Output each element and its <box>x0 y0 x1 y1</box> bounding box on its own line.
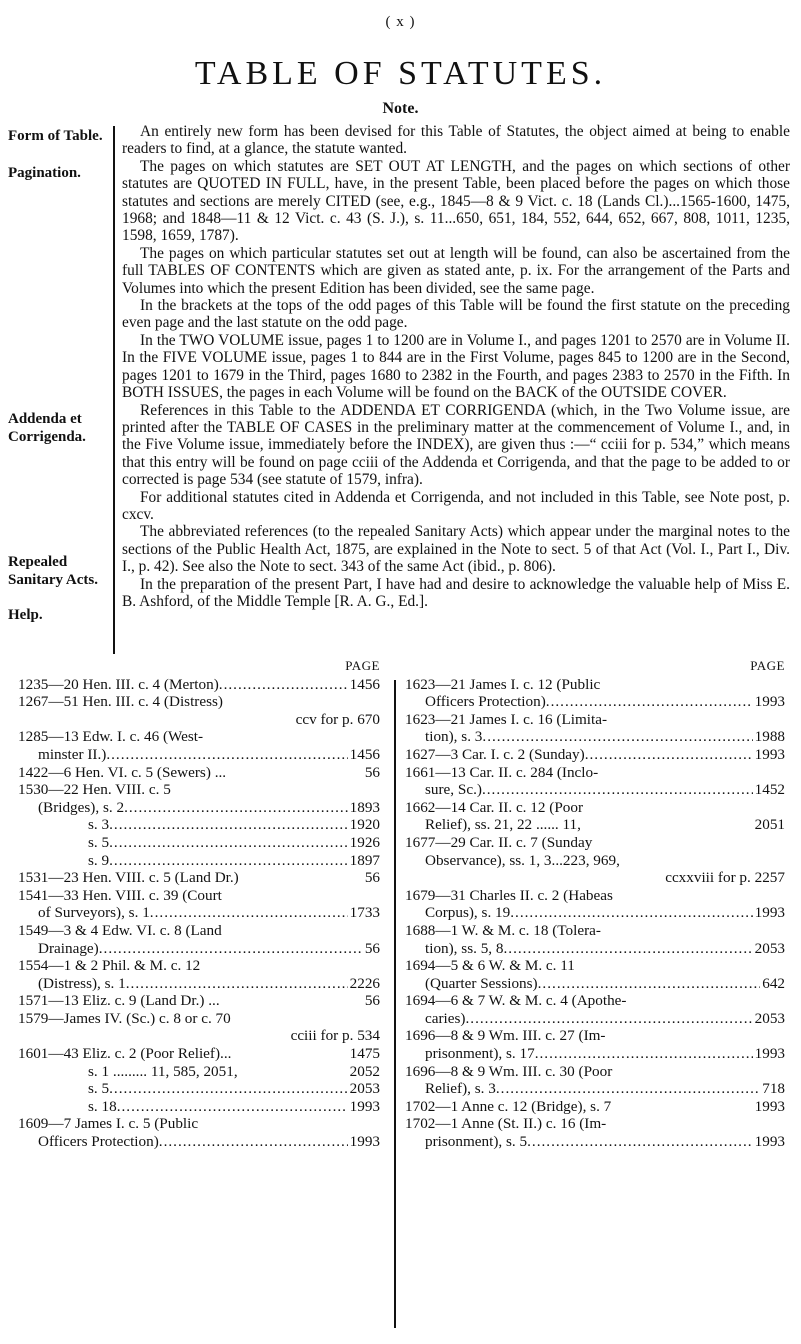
entry-page: 2053 <box>349 1080 380 1098</box>
dot-leader <box>538 975 761 993</box>
statute-entry <box>405 764 785 782</box>
entry-page: 1456 <box>349 745 380 763</box>
dot-leader <box>117 1098 348 1116</box>
entry-text: Observance), ss. 1, 3...223, 969, <box>425 851 620 869</box>
note-body <box>122 123 790 610</box>
entry-text: s. 3 <box>88 816 110 834</box>
entry-text: prisonment), s. 17 <box>425 1045 535 1063</box>
entry-list <box>18 676 380 1151</box>
dot-leader <box>585 746 753 764</box>
paragraph: The abbreviated references (to the repealed Sanitary Acts) which appear under the marginal notes to the sections of the Public Health Act, 1875, are explained in the Note to sect. 5 of that Act (Vol. I., Part I., Div. I., p. 42). See also the Note to sect. 343 of the same Act (ibid., p. 806). <box>122 523 790 576</box>
statute-entry <box>405 693 785 711</box>
column-rule <box>394 680 396 1328</box>
entry-text: 1694—5 & 6 W. & M. c. 11 <box>405 957 575 975</box>
statute-entry <box>405 869 785 887</box>
entry-page: 56 <box>364 869 380 887</box>
entry-text: Relief), ss. 21, 22 ...... 11, <box>425 816 581 834</box>
entry-text: Relief), s. 3 <box>425 1080 496 1098</box>
entry-page: 1475 <box>349 1045 380 1063</box>
entry-page: 56 <box>364 763 380 781</box>
entry-text: 1696—8 & 9 Wm. III. c. 30 (Poor <box>405 1062 613 1080</box>
entry-text: sure, Sc.) <box>425 781 482 799</box>
entry-text: s. 18 <box>88 1097 117 1115</box>
statute-entry <box>18 1027 380 1045</box>
entry-page: 1993 <box>754 904 785 922</box>
entry-text: (Quarter Sessions) <box>425 974 538 992</box>
entry-page: 1993 <box>349 1097 380 1115</box>
statute-entry <box>18 940 380 958</box>
entry-text: 1662—14 Car. II. c. 12 (Poor <box>405 798 584 816</box>
entry-text: 1541—33 Hen. VIII. c. 39 (Court <box>18 886 222 904</box>
entry-page: 1893 <box>349 798 380 816</box>
entry-text: tion), s. 3 <box>425 728 483 746</box>
entry-text: Drainage) <box>38 939 99 957</box>
entry-text: 1601—43 Eliz. c. 2 (Poor Relief)... <box>18 1045 232 1063</box>
statute-entry <box>18 852 380 870</box>
note-heading: Note. <box>382 100 419 117</box>
paragraph: For additional statutes cited in Addenda et Corrigenda, and not included in this Table, see Note post, p. cxcv. <box>122 488 790 523</box>
dot-leader <box>99 940 363 958</box>
column-header: PAGE <box>750 658 785 673</box>
entry-text: s. 9 <box>88 851 110 869</box>
dot-leader <box>109 852 348 870</box>
dot-leader <box>482 781 753 799</box>
entry-text: s. 1 ......... 11, 585, 2051, <box>88 1062 238 1080</box>
entry-text: 1235—20 Hen. III. c. 4 (Merton) <box>18 675 219 693</box>
entry-page: 718 <box>762 1080 785 1098</box>
entry-page: 2053 <box>754 939 785 957</box>
entry-text: 1627—3 Car. I. c. 2 (Sunday) <box>405 745 585 763</box>
statute-entry <box>18 869 380 887</box>
dot-leader <box>527 1133 753 1151</box>
entry-text: 1554—1 & 2 Phil. & M. c. 12 <box>18 957 201 975</box>
dot-leader <box>503 940 752 958</box>
paragraph: In the brackets at the tops of the odd pages of this Table will be found the first statute on the preceding even page and the last statute on the odd page. <box>122 297 790 332</box>
page-number: ( x ) <box>385 14 416 30</box>
statute-entry <box>405 834 785 852</box>
entry-text: 1696—8 & 9 Wm. III. c. 27 (Im- <box>405 1027 606 1045</box>
entry-text: 1549—3 & 4 Edw. VI. c. 8 (Land <box>18 921 222 939</box>
entry-text: 1702—1 Anne (St. II.) c. 16 (Im- <box>405 1115 607 1133</box>
entry-page: 642 <box>762 974 785 992</box>
statute-entry <box>405 728 785 746</box>
entry-text: Officers Protection) <box>38 1133 159 1151</box>
entry-text: 1688—1 W. & M. c. 18 (Tolera- <box>405 921 601 939</box>
dot-leader <box>126 975 348 993</box>
entry-text: 1694—6 & 7 W. & M. c. 4 (Apothe- <box>405 992 627 1010</box>
column-header: PAGE <box>345 658 380 673</box>
statute-entry <box>405 711 785 729</box>
statute-entry <box>405 781 785 799</box>
statute-entry <box>405 1098 785 1116</box>
entry-text: 1285—13 Edw. I. c. 46 (West- <box>18 728 204 746</box>
entry-text: Officers Protection) <box>425 693 546 711</box>
entry-page: 56 <box>364 939 380 957</box>
entry-text: 1422—6 Hen. VI. c. 5 (Sewers) ... <box>18 763 227 781</box>
statute-entry <box>18 1115 380 1133</box>
entry-page: 2053 <box>754 1009 785 1027</box>
entry-text: 1623—21 James I. c. 16 (Limita- <box>405 710 608 728</box>
entry-page: 2051 <box>754 816 785 834</box>
statutes-column-left <box>18 657 380 1151</box>
entry-page: 1993 <box>754 745 785 763</box>
entry-text: prisonment), s. 5 <box>425 1133 528 1151</box>
dot-leader <box>219 676 348 694</box>
margin-note-repealed: Repealed Sanitary Acts. <box>8 554 98 588</box>
statute-entry <box>18 1098 380 1116</box>
paragraph: In the preparation of the present Part, I have had and desire to acknowledge the valuable help of Miss E. B. Ashford, of the Middle Temple [R. A. G., Ed.]. <box>122 575 790 610</box>
entry-text: (Distress), s. 1 <box>38 974 126 992</box>
entry-text: of Surveyors), s. 1 <box>38 904 150 922</box>
statute-entry <box>18 904 380 922</box>
margin-note-addenda: Addenda et Corrigenda. <box>8 411 86 445</box>
statute-entry <box>405 852 785 870</box>
entry-page: 1993 <box>349 1133 380 1151</box>
statute-entry <box>405 940 785 958</box>
dot-leader <box>150 904 348 922</box>
entry-text: cciii for p. 534 <box>290 1027 380 1045</box>
entry-text: 1579—James IV. (Sc.) c. 8 or c. 70 <box>18 1009 231 1027</box>
dot-leader <box>106 746 347 764</box>
statute-entry <box>405 816 785 834</box>
entry-text: 1623—21 James I. c. 12 (Public <box>405 675 601 693</box>
statute-entry <box>405 922 785 940</box>
entry-text: s. 5 <box>88 833 110 851</box>
entry-text: 1531—23 Hen. VIII. c. 5 (Land Dr.) <box>18 869 239 887</box>
dot-leader <box>482 728 752 746</box>
statute-entry <box>18 816 380 834</box>
margin-note-help: Help. <box>8 607 43 623</box>
statute-entry <box>405 746 785 764</box>
statutes-column-right <box>405 657 785 1151</box>
statute-entry <box>405 1115 785 1133</box>
statute-entry <box>405 799 785 817</box>
statute-entry <box>18 1045 380 1063</box>
entry-text: (Bridges), s. 2 <box>38 798 125 816</box>
dot-leader <box>159 1133 348 1151</box>
paragraph: An entirely new form has been devised for this Table of Statutes, the object aimed at being to enable readers to find, at a glance, the statute wanted. <box>122 123 790 158</box>
statute-entry <box>18 781 380 799</box>
entry-page: 1993 <box>754 693 785 711</box>
statute-entry <box>405 975 785 993</box>
statute-entry <box>405 1027 785 1045</box>
page-title: TABLE OF STATUTES. <box>194 55 607 92</box>
statute-entry <box>405 1080 785 1098</box>
entry-text: caries) <box>425 1009 466 1027</box>
entry-text: tion), ss. 5, 8 <box>425 939 504 957</box>
paragraph: References in this Table to the ADDENDA ET CORRIGENDA (which, in the Two Volume issue, are printed after the TABLE OF CASES in the preliminary matter at the commencement of Volume I., and, in the Five Volume issue, immediately before the INDEX), are given thus :—“ cciii for p. 534,” which means that this entry will be found on page cciii of the Addenda et Corrigenda, and that the page to be added to or corrected is page 534 (see statute of 1579, infra). <box>122 401 790 489</box>
entry-page: 56 <box>364 992 380 1010</box>
entry-page: 1452 <box>754 781 785 799</box>
entry-page: 1456 <box>349 675 380 693</box>
entry-text: 1679—31 Charles II. c. 2 (Habeas <box>405 886 613 904</box>
statute-entry <box>18 728 380 746</box>
statute-entry <box>18 1133 380 1151</box>
dot-leader <box>535 1045 753 1063</box>
statute-entry <box>405 1063 785 1081</box>
dot-leader <box>465 1010 752 1028</box>
statute-entry <box>18 992 380 1010</box>
entry-page: 1926 <box>349 833 380 851</box>
entry-text: 1571—13 Eliz. c. 9 (Land Dr.) ... <box>18 992 220 1010</box>
entry-text: ccxxviii for p. 2257 <box>665 869 785 887</box>
entry-text: s. 5 <box>88 1080 110 1098</box>
statute-entry <box>405 676 785 694</box>
dot-leader <box>109 816 348 834</box>
entry-page: 1988 <box>754 728 785 746</box>
statute-entry <box>18 922 380 940</box>
entry-list <box>405 676 785 1151</box>
entry-page: 1993 <box>754 1045 785 1063</box>
dot-leader <box>510 904 752 922</box>
entry-page: 1993 <box>754 1097 785 1115</box>
statute-entry <box>18 746 380 764</box>
statute-entry <box>18 1010 380 1028</box>
paragraph: In the TWO VOLUME issue, pages 1 to 1200 are in Volume I., and pages 1201 to 2570 are in Volume II. In the FIVE VOLUME issue, pages 1 to 844 are in the First Volume, pages 845 to 1200 are in the Second, pages 1201 to 1679 in the Third, pages 1680 to 2382 in the Fourth, and pages 2383 to 2570 in the Fifth. In BOTH ISSUES, the pages in each Volume will be found on the BACK of the OUTSIDE COVER. <box>122 331 790 402</box>
dot-leader <box>124 799 348 817</box>
statute-entry <box>18 957 380 975</box>
entry-text: minster II.) <box>38 745 107 763</box>
entry-page: 1733 <box>349 904 380 922</box>
statute-entry <box>405 1133 785 1151</box>
entry-text: 1661—13 Car. II. c. 284 (Inclo- <box>405 763 599 781</box>
statute-entry <box>405 887 785 905</box>
statute-entry <box>405 1010 785 1028</box>
statute-entry <box>18 1080 380 1098</box>
dot-leader <box>109 1080 348 1098</box>
statute-entry <box>405 957 785 975</box>
paragraph: The pages on which statutes are SET OUT AT LENGTH, and the pages on which sections of other statutes are QUOTED IN FULL, have, in the present Table, been placed before the pages on which those statutes and sections are merely CITED (see, e.g., 1845—8 & 9 Vict. c. 18 (Lands Cl.)...1565-1600, 1475, 1968; and 1848—11 & 12 Vict. c. 43 (S. J.), s. 11...650, 651, 184, 552, 644, 652, 667, 808, 1011, 1235, 1598, 1659, 1787). <box>122 157 790 245</box>
statute-entry <box>18 676 380 694</box>
dot-leader <box>496 1080 760 1098</box>
statute-entry <box>405 904 785 922</box>
entry-text: 1609—7 James I. c. 5 (Public <box>18 1115 199 1133</box>
statute-entry <box>18 834 380 852</box>
margin-note-form: Form of Table. <box>8 128 103 144</box>
statute-entry <box>18 1063 380 1081</box>
statute-entry <box>18 799 380 817</box>
statute-entry <box>405 992 785 1010</box>
dot-leader <box>546 693 753 711</box>
statute-entry <box>18 764 380 782</box>
entry-page: 1993 <box>754 1133 785 1151</box>
statute-entry <box>18 693 380 711</box>
entry-page: 1897 <box>349 851 380 869</box>
dot-leader <box>109 834 348 852</box>
entry-text: Corpus), s. 19 <box>425 904 511 922</box>
statute-entry <box>18 975 380 993</box>
entry-text: 1530—22 Hen. VIII. c. 5 <box>18 781 171 799</box>
paragraph: The pages on which particular statutes set out at length will be found, can also be ascertained from the full TABLES OF CONTENTS which are given as stated ante, p. ix. For the arrangement of the Parts and Volumes into which the present Edition has been divided, see the same page. <box>122 244 790 297</box>
entry-text: ccv for p. 670 <box>295 710 380 728</box>
entry-text: 1677—29 Car. II. c. 7 (Sunday <box>405 833 593 851</box>
entry-text: 1702—1 Anne c. 12 (Bridge), s. 7 <box>405 1097 612 1115</box>
entry-page: 1920 <box>349 816 380 834</box>
statute-entry <box>18 711 380 729</box>
entry-text: 1267—51 Hen. III. c. 4 (Distress) <box>18 693 223 711</box>
margin-note-pagination: Pagination. <box>8 165 81 181</box>
entry-page: 2226 <box>349 974 380 992</box>
margin-rule <box>113 126 115 654</box>
statute-entry <box>405 1045 785 1063</box>
statute-entry <box>18 887 380 905</box>
entry-page: 2052 <box>349 1062 380 1080</box>
